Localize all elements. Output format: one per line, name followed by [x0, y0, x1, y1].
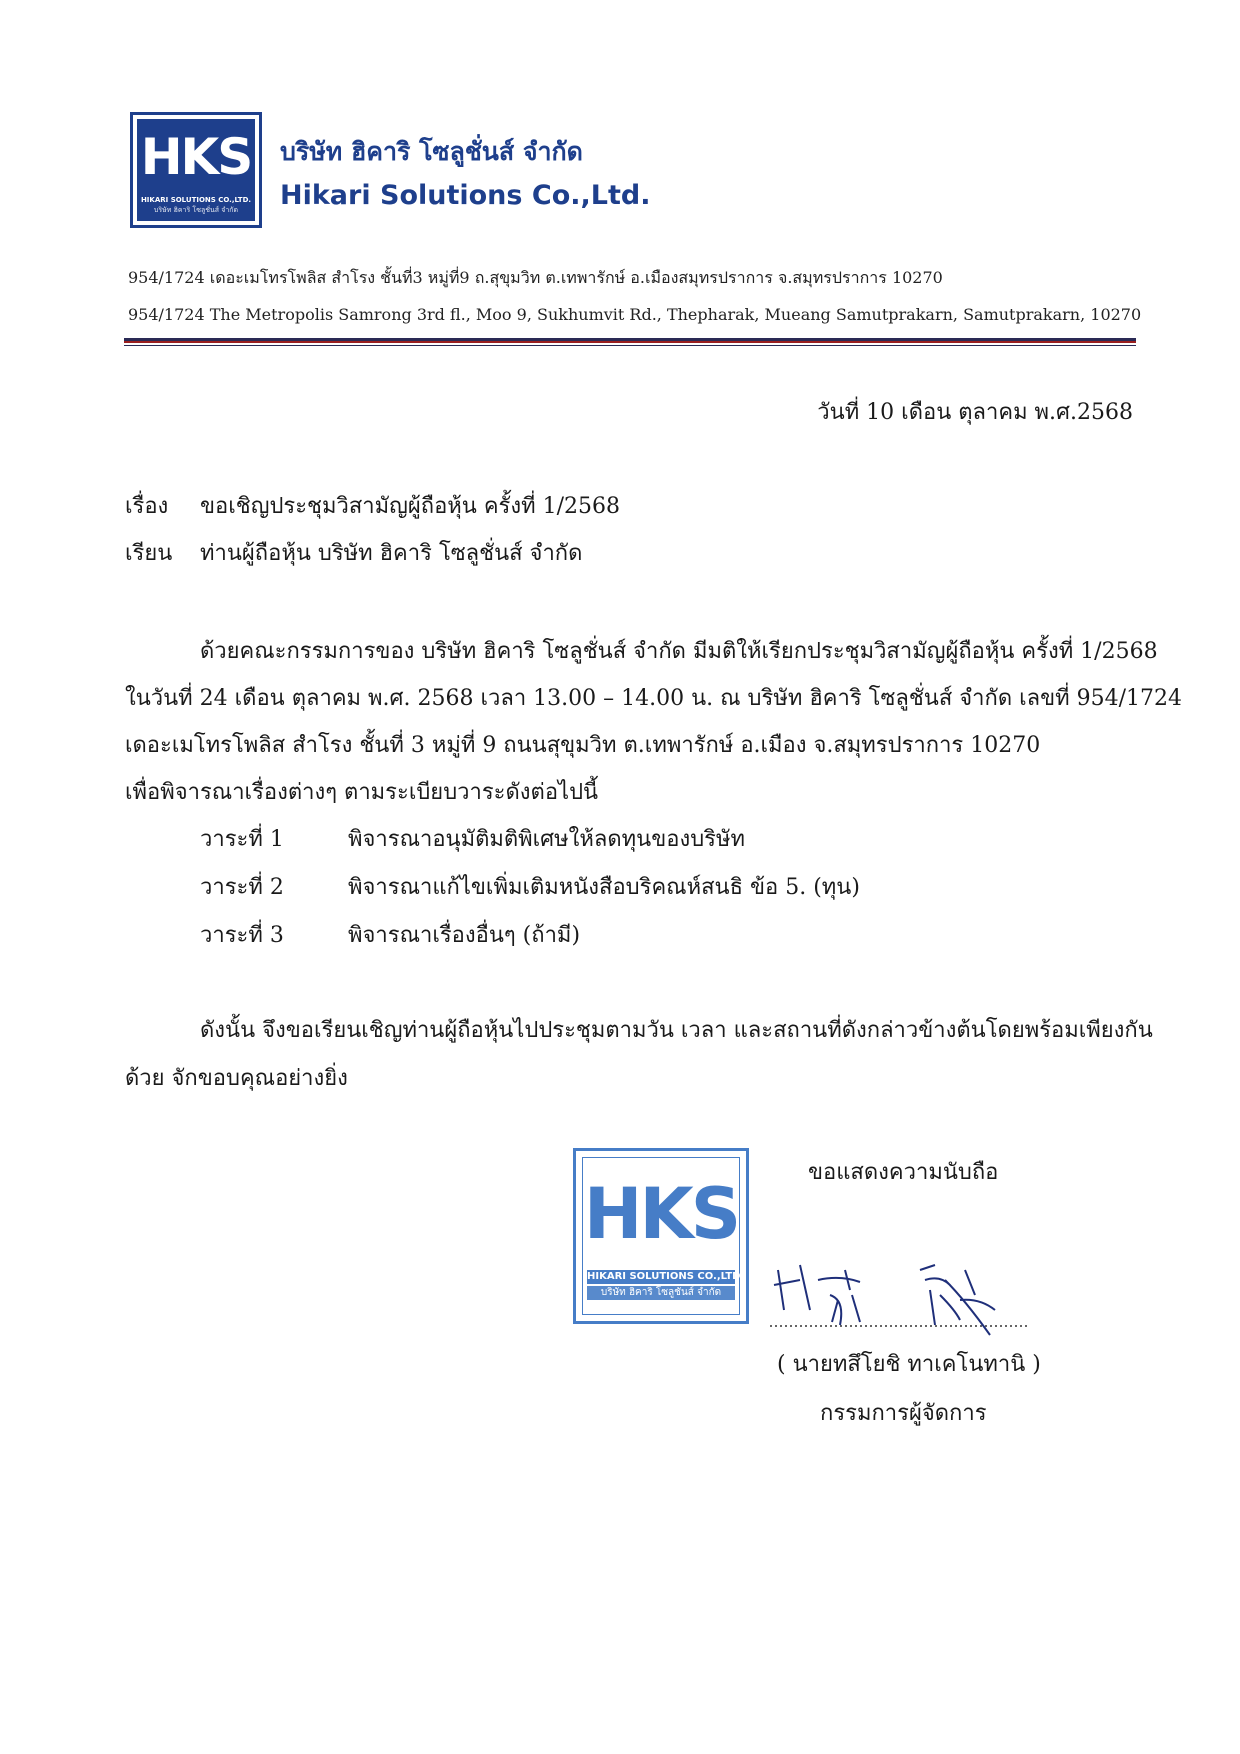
body-line: เดอะเมโทรโพลิส สำโรง ชั้นที่ 3 หมู่ที่ 9 ถนนสุขุมวิท ต.เทพารักษ์ อ.เมือง จ.สมุทรปราการ 10270: [125, 733, 1041, 758]
company-name-th: บริษัท ฮิคาริ โซลูชั่นส์ จำกัด: [280, 137, 583, 166]
handwritten-signature: [760, 1240, 1060, 1340]
company-logo: [130, 112, 262, 228]
agenda-label: วาระที่ 3: [200, 923, 284, 948]
body-line: ด้วย จักขอบคุณอย่างยิ่ง: [125, 1066, 348, 1091]
stamp-mark: HKS: [583, 1173, 739, 1255]
signatory-title: กรรมการผู้จัดการ: [820, 1401, 987, 1426]
stamp-subtitle-en: HIKARI SOLUTIONS CO.,LTD.: [587, 1271, 745, 1282]
letterhead-divider-thin: [124, 345, 1136, 346]
letter-date: วันที่ 10 เดือน ตุลาคม พ.ศ.2568: [817, 400, 1133, 425]
subject-value: ขอเชิญประชุมวิสามัญผู้ถือหุ้น ครั้งที่ 1/2568: [200, 494, 620, 519]
subject-label: เรื่อง: [125, 494, 169, 519]
address-en: 954/1724 The Metropolis Samrong 3rd fl., Moo 9, Sukhumvit Rd., Thepharak, Mueang Samutprakarn, Samutprakarn, 10270: [128, 305, 1142, 324]
logo-subtitle-th: บริษัท ฮิคาริ โซลูชั่นส์ จำกัด: [153, 206, 239, 214]
agenda-text: พิจารณาเรื่องอื่นๆ (ถ้ามี): [348, 923, 581, 948]
agenda-label: วาระที่ 1: [200, 827, 284, 852]
logo-mark: HKS: [140, 128, 252, 186]
closing-phrase: ขอแสดงความนับถือ: [808, 1160, 999, 1185]
agenda-text: พิจารณาอนุมัติมติพิเศษให้ลดทุนของบริษัท: [348, 827, 745, 852]
agenda-label: วาระที่ 2: [200, 875, 284, 900]
recipient-label: เรียน: [125, 541, 173, 566]
signatory-name: ( นายทสึโยชิ ทาเคโนทานิ ): [777, 1352, 1041, 1377]
body-line: ด้วยคณะกรรมการของ บริษัท ฮิคาริ โซลูชั่นส์ จำกัด มีมติให้เรียกประชุมวิสามัญผู้ถือหุ้น ครั้งที่ 1/2568: [200, 639, 1158, 664]
company-stamp: [573, 1148, 749, 1324]
logo-subtitle-en: HIKARI SOLUTIONS CO.,LTD.: [140, 196, 252, 204]
company-name-en: Hikari Solutions Co.,Ltd.: [280, 180, 651, 211]
body-line: เพื่อพิจารณาเรื่องต่างๆ ตามระเบียบวาระดังต่อไปนี้: [125, 780, 599, 805]
body-line: ในวันที่ 24 เดือน ตุลาคม พ.ศ. 2568 เวลา 13.00 – 14.00 น. ณ บริษัท ฮิคาริ โซลูชั่นส์ จำกัด เลขที่ 954/1724: [125, 686, 1183, 711]
body-line: ดังนั้น จึงขอเรียนเชิญท่านผู้ถือหุ้นไปประชุมตามวัน เวลา และสถานที่ดังกล่าวข้างต้นโดยพร้อมเพียงกัน: [200, 1018, 1153, 1043]
stamp-subtitle-th: บริษัท ฮิคาริ โซลูชั่นส์ จำกัด: [587, 1286, 735, 1300]
letterhead-divider: [124, 338, 1136, 343]
recipient-value: ท่านผู้ถือหุ้น บริษัท ฮิคาริ โซลูชั่นส์ จำกัด: [200, 541, 583, 566]
address-th: 954/1724 เดอะเมโทรโพลิส สำโรง ชั้นที่3 หมู่ที่9 ถ.สุขุมวิท ต.เทพารักษ์ อ.เมืองสมุทรปราการ จ.สมุทรปราการ 10270: [128, 268, 943, 287]
agenda-text: พิจารณาแก้ไขเพิ่มเติมหนังสือบริคณห์สนธิ ข้อ 5. (ทุน): [348, 875, 860, 900]
